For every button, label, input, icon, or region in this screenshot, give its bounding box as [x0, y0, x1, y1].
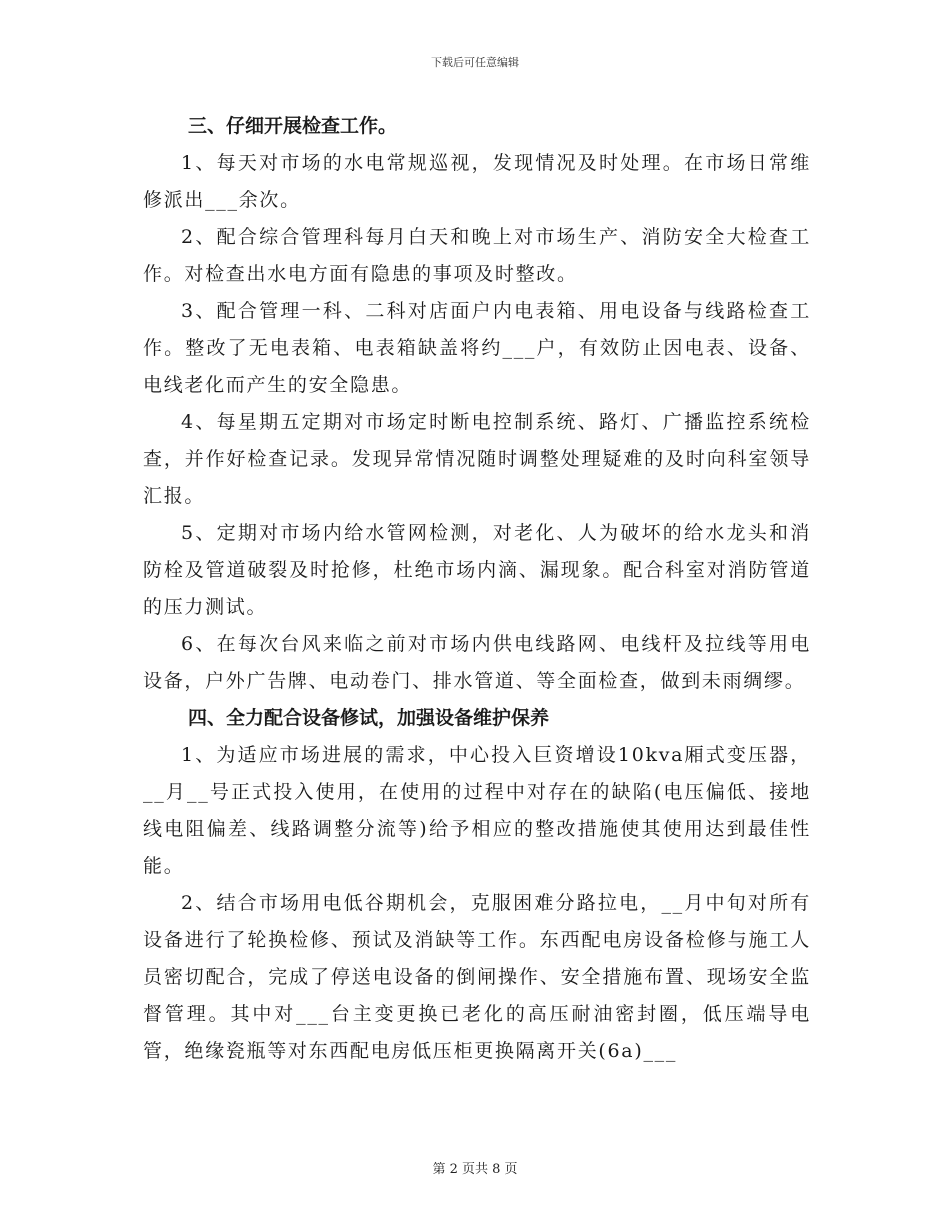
- page-header: 下载后可任意编辑: [431, 56, 519, 69]
- section-heading: 三、仔细开展检查工作。: [188, 115, 398, 137]
- paragraph: 1、为适应市场进展的需求，中心投入巨资增设10kva厢式变压器，__月__号正式投入使用，在使用的过程中对存在的缺陷(电压偏低、接地线电阻偏差、线路调整分流等)给予相应的整改措施使其使用达到最佳性能。: [143, 744, 811, 877]
- paragraph: 5、定期对市场内给水管网检测，对老化、人为破坏的给水龙头和消防栓及管道破裂及时抢修，杜绝市场内滴、漏现象。配合科室对消防管道的压力测试。: [143, 522, 811, 618]
- paragraph: 4、每星期五定期对市场定时断电控制系统、路灯、广播监控系统检查，并作好检查记录。发现异常情况随时调整处理疑难的及时向科室领导汇报。: [143, 411, 811, 507]
- paragraph: 6、在每次台风来临之前对市场内供电线路网、电线杆及拉线等用电设备，户外广告牌、电动卷门、排水管道、等全面检查，做到未雨绸缪。: [143, 633, 811, 692]
- page-number: 第 2 页共 8 页: [432, 1162, 518, 1177]
- paragraph: 1、每天对市场的水电常规巡视，发现情况及时处理。在市场日常维修派出___余次。: [143, 152, 811, 211]
- document-body: [143, 108, 811, 1070]
- paragraph: 2、配合综合管理科每月白天和晚上对市场生产、消防安全大检查工作。对检查出水电方面有隐患的事项及时整改。: [143, 226, 811, 285]
- section-heading: 四、全力配合设备修试，加强设备维护保养: [188, 707, 550, 729]
- paragraph: 2、结合市场用电低谷期机会，克服困难分路拉电，__月中旬对所有设备进行了轮换检修、预试及消缺等工作。东西配电房设备检修与施工人员密切配合，完成了停送电设备的倒闸操作、安全措施布置、现场安全监督管理。其中对___台主变更换已老化的高压耐油密封圈，低压端导电管，绝缘瓷瓶等对东西配电房低压柜更换隔离开关(6a)___: [143, 892, 811, 1062]
- paragraph: 3、配合管理一科、二科对店面户内电表箱、用电设备与线路检查工作。整改了无电表箱、电表箱缺盖将约___户，有效防止因电表、设备、电线老化而产生的安全隐患。: [143, 300, 811, 396]
